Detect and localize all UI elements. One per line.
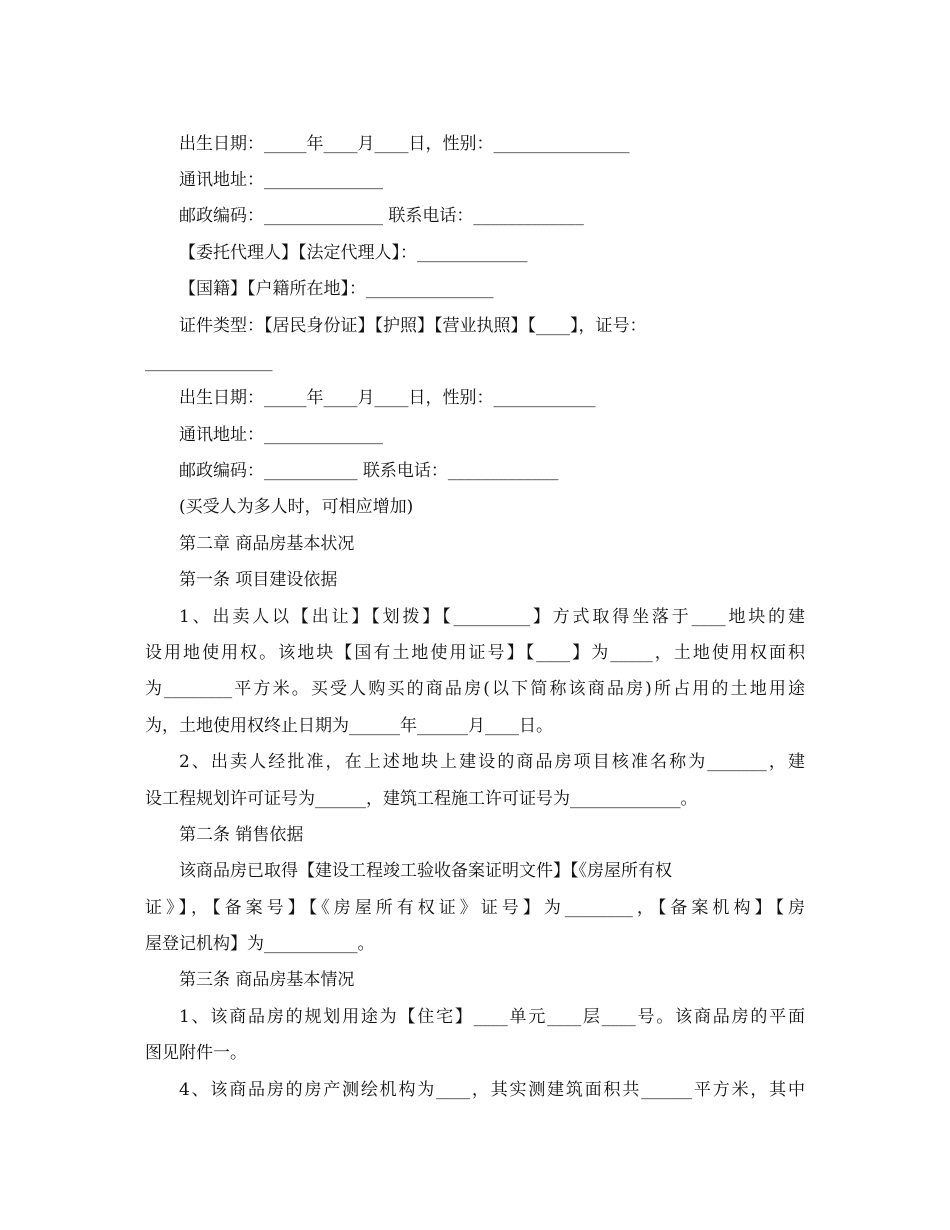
postcode-phone-line-2: 邮政编码：___________ 联系电话：_____________	[179, 461, 559, 481]
mailing-address-line-2: 通讯地址：______________	[179, 425, 383, 445]
article-1-para-2-line-2: 设工程规划许可证号为______，建筑工程施工许可证号为_____________。	[145, 789, 698, 809]
birth-date-gender-line: 出生日期：_____年____月____日，性别：________________	[179, 134, 630, 154]
id-number-line: _______________	[145, 352, 273, 372]
article-1-para-1-line-2: 设用地使用权。该地块【国有土地使用证号】【____】为_____，土地使用权面积	[145, 643, 805, 663]
agent-line: 【委托代理人】【法定代理人】：_____________	[179, 243, 528, 263]
article-1-para-2-line-1: 2、出卖人经批准，在上述地块上建设的商品房项目核准名称为_______，建	[179, 752, 805, 772]
article-1-heading: 第一条 项目建设依据	[179, 570, 338, 590]
id-type-line: 证件类型：【居民身份证】【护照】【营业执照】【____】，证号：	[179, 316, 647, 336]
multiple-buyers-note: (买受人为多人时，可相应增加)	[179, 497, 414, 517]
article-3-para-1-line-1: 1、该商品房的规划用途为【住宅】____单元____层____号。该商品房的平面	[179, 1007, 805, 1027]
article-3-para-4-line-1: 4、该商品房的房产测绘机构为____，其实测建筑面积共______平方米，其中	[179, 1080, 805, 1100]
article-2-heading: 第二条 销售依据	[179, 825, 304, 845]
birth-date-gender-line-2: 出生日期：_____年____月____日，性别：____________	[179, 388, 596, 408]
article-2-para-line-3: 屋登记机构】为___________。	[145, 934, 375, 954]
chapter-heading: 第二章 商品房基本状况	[179, 534, 355, 554]
postcode-phone-line: 邮政编码：______________ 联系电话：_____________	[179, 206, 584, 226]
article-2-para-line-2: 证》】，【备案号】【《房屋所有权证》证号】为________，【备案机构】【房	[145, 898, 805, 918]
nationality-line: 【国籍】【户籍所在地】：_______________	[179, 279, 494, 299]
article-1-para-1-line-1: 1、出卖人以【出让】【划拨】【_________】方式取得坐落于____地块的建	[179, 607, 805, 627]
mailing-address-line: 通讯地址：______________	[179, 170, 383, 190]
article-1-para-1-line-3: 为________平方米。买受人购买的商品房(以下简称该商品房)所占用的土地用途	[145, 679, 805, 699]
article-3-heading: 第三条 商品房基本情况	[179, 970, 355, 990]
article-3-para-1-line-2: 图见附件一。	[145, 1043, 247, 1063]
article-1-para-1-line-4: 为，土地使用权终止日期为______年______月____日。	[145, 716, 553, 736]
article-2-para-line-1: 该商品房已取得【建设工程竣工验收备案证明文件】【《房屋所有权	[179, 861, 672, 881]
